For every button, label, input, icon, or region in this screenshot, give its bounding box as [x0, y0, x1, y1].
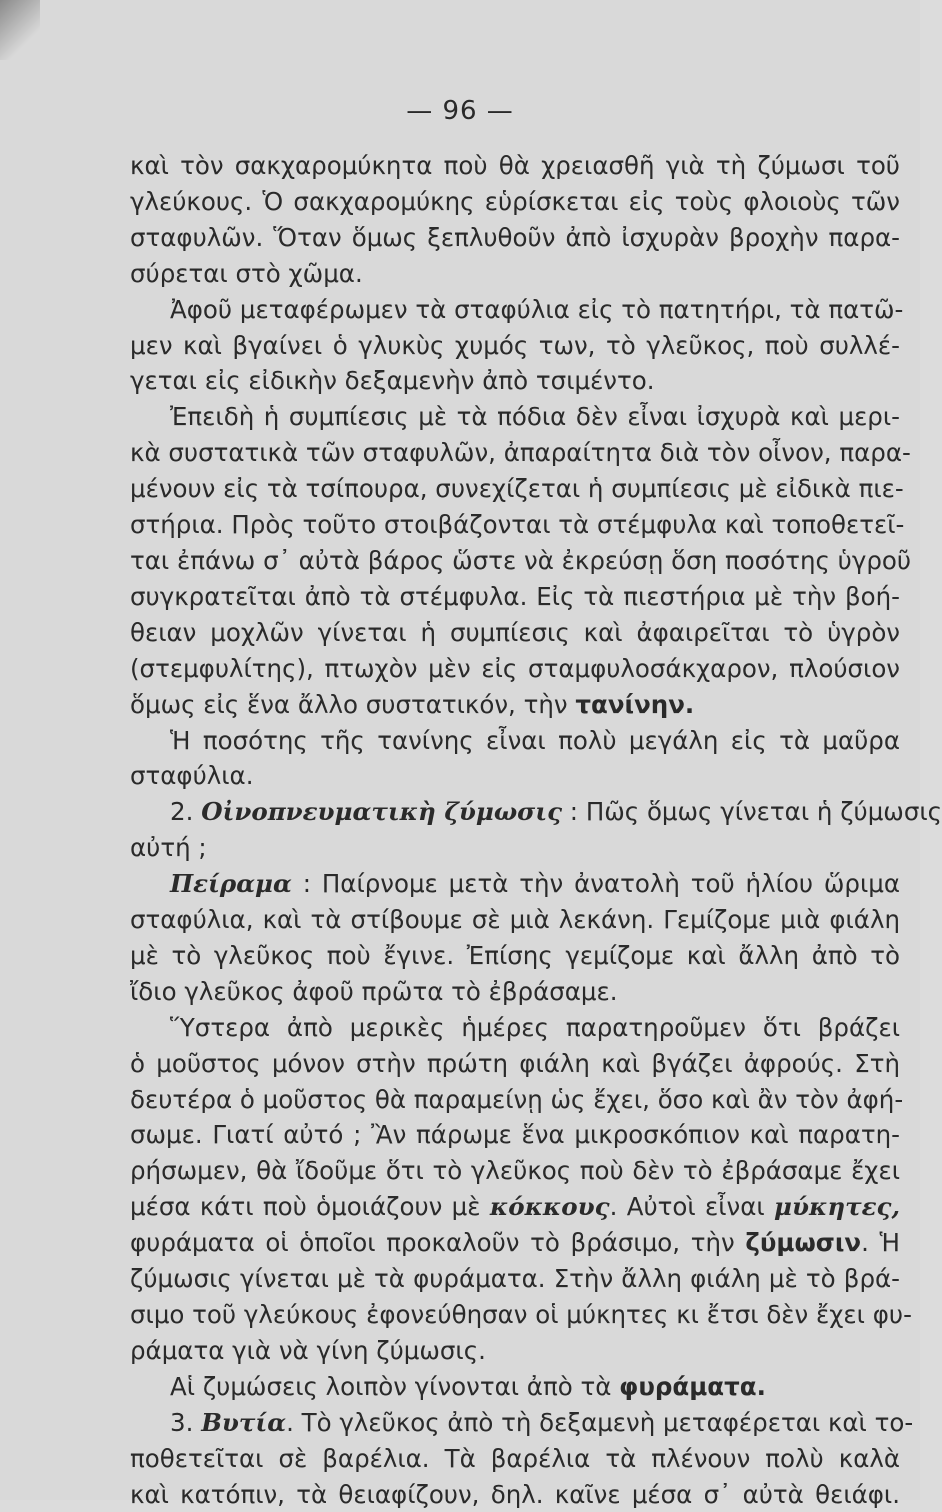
text-line: σταφύλια. — [130, 761, 254, 791]
body-text — [130, 148, 942, 1512]
text-line: καὶ κατόπιν, τὰ θειαφίζουν, δηλ. καῖνε μέσα σ᾽ αὐτὰ θειάφι. — [130, 1479, 900, 1509]
text-line: συγκρατεῖται ἀπὸ τὰ στέμφυλα. Εἰς τὰ πιεστήρια μὲ τὴν βοή- — [130, 581, 900, 611]
text-line: Ὕστερα ἀπὸ μερικὲς ἡμέρες παρατηροῦμεν ὅτι βράζει — [170, 1012, 900, 1042]
text-line: μὲ τὸ γλεῦκος ποὺ ἔγινε. Ἐπίσης γεμίζομε καὶ ἄλλη ἀπὸ τὸ — [130, 940, 900, 970]
text-line — [130, 1369, 900, 1405]
section-number: 2. — [170, 797, 194, 827]
text-line: δευτέρα ὁ μοῦστος θὰ παραμείνῃ ὡς ἔχει, ὅσο καὶ ἂν τὸν ἀφή- — [130, 1084, 904, 1114]
text-line: Ἀφοῦ μεταφέρωμεν τὰ σταφύλια εἰς τὸ πατητήρι, τὰ πατῶ- — [170, 294, 904, 324]
text-line: ται ἐπάνω σ᾽ αὐτὰ βάρος ὥστε νὰ ἐκρεύσῃ ὅση ποσότης ὑγροῦ — [130, 545, 912, 575]
section-heading-vytia: Βυτία — [201, 1407, 287, 1437]
text-line: Ἡ ποσότης τῆς τανίνης εἶναι πολὺ μεγάλη εἰς τὰ μαῦρα — [170, 725, 900, 755]
text-line: γεται εἰς εἰδικὴν δεξαμενὴν ἀπὸ τσιμέντο. — [130, 366, 655, 396]
text-line: σταφύλια, καὶ τὰ στίβουμε σὲ μιὰ λεκάνη. Γεμίζομε μιὰ φιάλη — [130, 905, 900, 935]
text-fragment: ὅμως εἰς ἕνα ἄλλο συστατικόν, τὴν — [130, 689, 568, 719]
page-corner-shadow — [0, 0, 40, 60]
text-line — [130, 1225, 900, 1261]
text-line — [130, 866, 900, 902]
text-fragment: φυράματα οἱ ὁποῖοι προκαλοῦν τὸ βράσιμο, τὴν — [130, 1228, 735, 1258]
text-line: στήρια. Πρὸς τοῦτο στοιβάζονται τὰ στέμφυλα καὶ τοποθετεῖ- — [130, 510, 905, 540]
text-fragment: : Παίρνομε μετὰ τὴν ἀνατολὴ τοῦ ἡλίου ὥριμα — [302, 869, 900, 899]
text-line: ποθετεῖται σὲ βαρέλια. Τὰ βαρέλια τὰ πλένουν πολὺ καλὰ — [130, 1443, 900, 1473]
text-line: θειαν μοχλῶν γίνεται ἡ συμπίεσις καὶ ἀφαιρεῖται τὸ ὑγρὸν — [130, 617, 900, 647]
text-line — [130, 1189, 900, 1225]
text-line: ὁ μοῦστος μόνον στὴν πρώτη φιάλη καὶ βγάζει ἀφρούς. Στὴ — [130, 1048, 900, 1078]
text-fragment: . Τὸ γλεῦκος ἀπὸ τὴ δεξαμενὴ μεταφέρεται καὶ το- — [286, 1407, 914, 1437]
text-fragment: . Ἡ — [861, 1228, 900, 1258]
text-fragment: Αἱ ζυμώσεις λοιπὸν γίνονται ἀπὸ τὰ — [170, 1371, 612, 1401]
emphasis-mykites: μύκητες, — [774, 1192, 900, 1222]
text-line: σιμο τοῦ γλεύκους ἐφονεύθησαν οἱ μύκητες κι ἔτσι δὲν ἔχει φυ- — [130, 1300, 912, 1329]
text-line — [130, 794, 942, 830]
text-line — [130, 1405, 914, 1441]
text-line: σύρεται στὸ χῶμα. — [130, 258, 363, 288]
emphasis-zymosin: ζύμωσιν — [745, 1228, 862, 1258]
text-line: μεν καὶ βγαίνει ὁ γλυκὺς χυμός των, τὸ γλεῦκος, ποὺ συλλέ- — [130, 330, 900, 360]
experiment-heading: Πείραμα — [170, 869, 292, 899]
text-line: αὐτή ; — [130, 833, 207, 863]
text-fragment: : Πῶς ὅμως γίνεται ἡ ζύμωσις — [569, 797, 942, 827]
text-line: καὶ τὸν σακχαρομύκητα ποὺ θὰ χρειασθῆ γιὰ τὴ ζύμωσι τοῦ — [130, 151, 900, 180]
text-line: σωμε. Γιατί αὐτό ; Ἂν πάρωμε ἕνα μικροσκόπιον καὶ παρατη- — [130, 1120, 900, 1150]
page-number: — 96 — — [406, 96, 514, 126]
text-fragment: μέσα κάτι ποὺ ὁμοιάζουν μὲ — [130, 1192, 481, 1222]
text-line: ζύμωσις γίνεται μὲ τὰ φυράματα. Στὴν ἄλλη φιάλη μὲ τὸ βρά- — [130, 1264, 900, 1294]
emphasis-kokkous: κόκκους — [489, 1192, 610, 1222]
text-fragment: . Αὐτοὶ εἶναι — [609, 1192, 765, 1222]
text-line: κὰ συστατικὰ τῶν σταφυλῶν, ἀπαραίτητα διὰ τὸν οἶνον, παρα- — [130, 438, 911, 468]
emphasis-tanin: τανίνην. — [575, 689, 695, 719]
section-heading: Οἰνοπνευματικὴ ζύμωσις — [201, 797, 562, 827]
text-line: Ἐπειδὴ ἡ συμπίεσις μὲ τὰ πόδια δὲν εἶναι ἰσχυρὰ καὶ μερι- — [170, 402, 900, 432]
text-line — [130, 687, 900, 723]
text-line: ρήσωμεν, θὰ ἴδοῦμε ὅτι τὸ γλεῦκος ποὺ δὲν τὸ ἐβράσαμε ἔχει — [130, 1156, 900, 1186]
text-line: ράματα γιὰ νὰ γίνη ζύμωσις. — [130, 1335, 486, 1365]
text-line: σταφυλῶν. Ὅταν ὅμως ξεπλυθοῦν ἀπὸ ἰσχυρὰν βροχὴν παρα- — [130, 222, 900, 252]
emphasis-fyramata: φυράματα. — [619, 1371, 766, 1401]
text-line: ἴδιο γλεῦκος ἀφοῦ πρῶτα τὸ ἐβράσαμε. — [130, 976, 618, 1006]
text-line: (στεμφυλίτης), πτωχὸν μὲν εἰς σταμφυλοσάκχαρον, πλούσιον — [130, 653, 900, 683]
text-line: μένουν εἰς τὰ τσίπουρα, συνεχίζεται ἡ συμπίεσις μὲ εἰδικὰ πιε- — [130, 474, 904, 504]
text-line: γλεύκους. Ὁ σακχαρομύκης εὑρίσκεται εἰς τοὺς φλοιοὺς τῶν — [130, 186, 900, 216]
section-number: 3. — [170, 1407, 194, 1437]
